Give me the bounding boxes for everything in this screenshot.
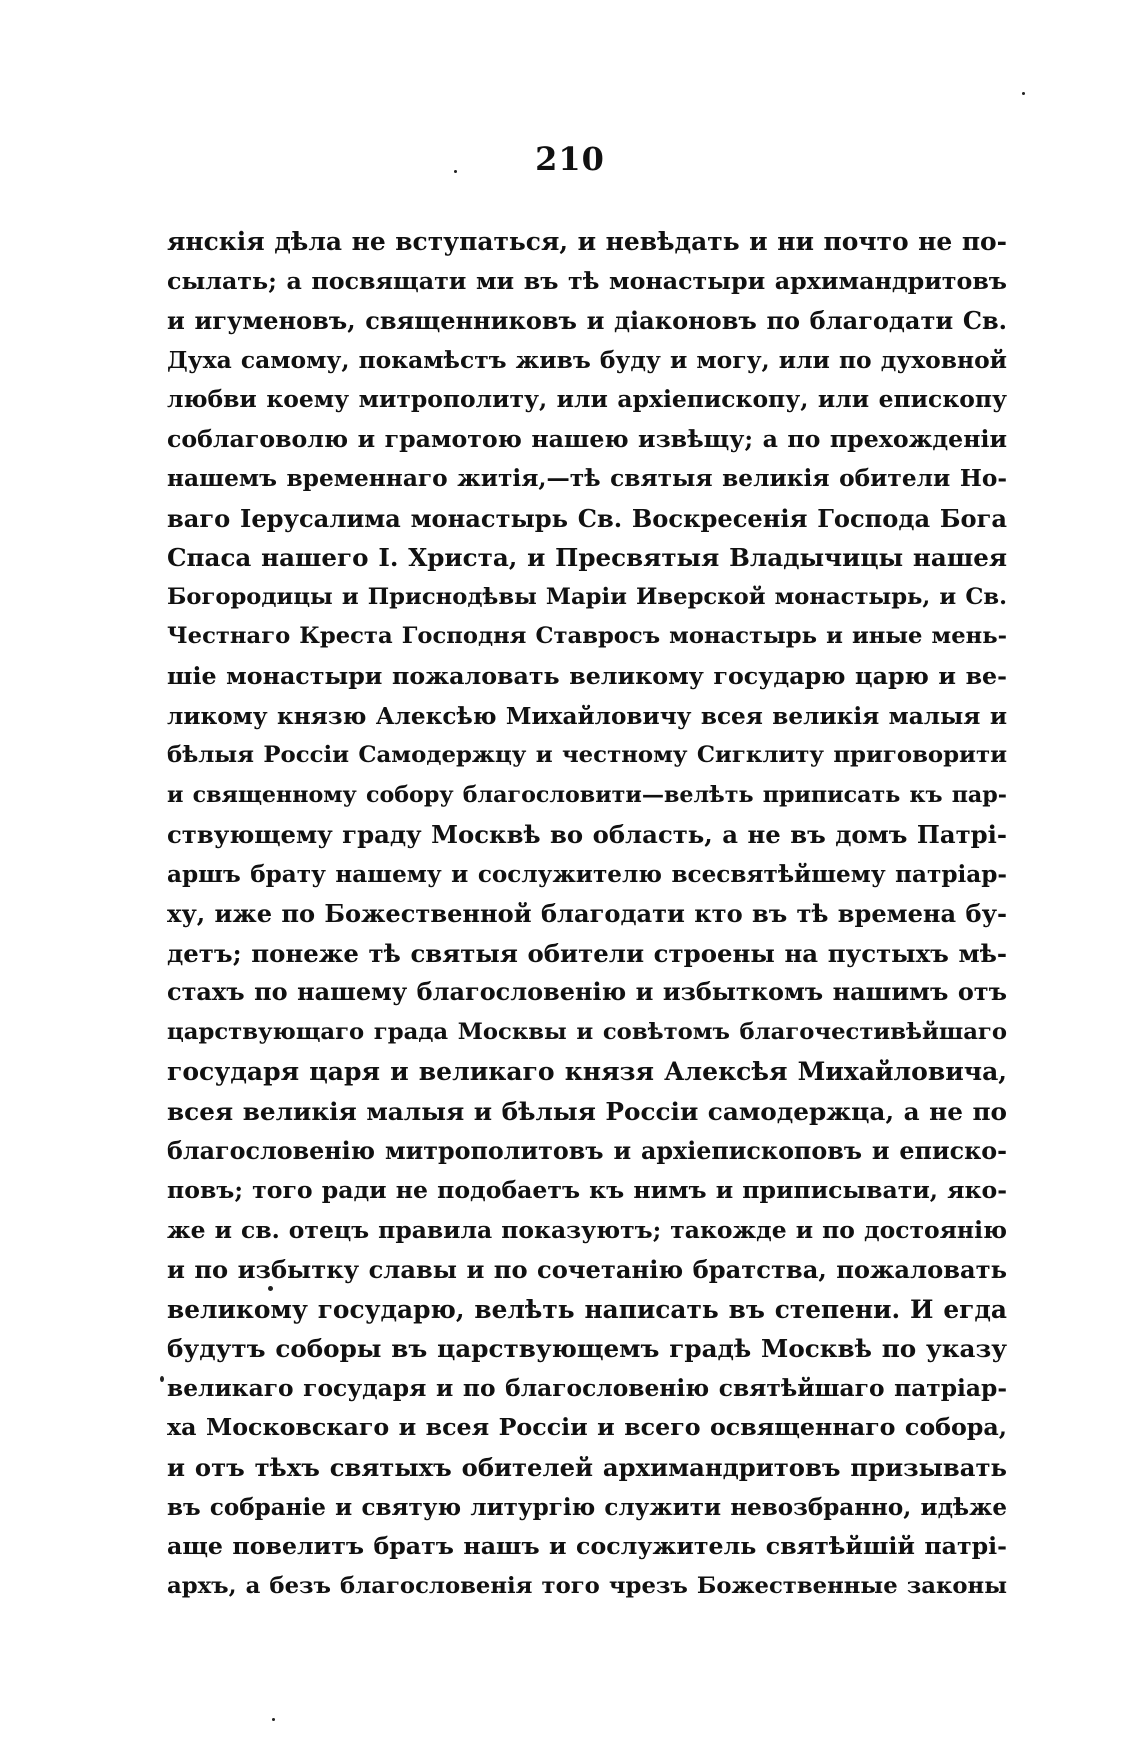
text-line: Честнаго Креста Господня Ставросъ монастырь и иные мень- [167,623,1007,650]
text-line: ваго Іерусалима монастырь Св. Воскресенія Господа Бога [167,503,1007,533]
text-line: великому государю, велѣть написать въ степени. И егда [167,1294,1007,1324]
text-line: аще повелитъ братъ нашъ и сослужитель святѣйшій патрі- [167,1532,1007,1561]
text-line: Богородицы и Приснодѣвы Маріи Иверской монастырь, и Св. [167,583,1007,610]
text-line: бѣлыя Россіи Самодержцу и честному Сигклиту приговорити [167,742,1007,769]
text-line: сылать; а посвящати ми въ тѣ монастыри архимандритовъ [167,266,1007,295]
text-line: ствующему граду Москвѣ во область, а не въ домъ Патрі- [167,820,1007,850]
page-text [167,222,1007,1606]
text-line: ху, иже по Божественной благодати кто въ тѣ времена бу- [167,899,1007,929]
text-line: царствующаго града Москвы и совѣтомъ благочестивѣйшаго [167,1018,1007,1045]
text-line: будутъ соборы въ царствующемъ градѣ Москвѣ по указу [167,1334,1007,1364]
text-line: ликому князю Алексѣю Михайловичу всея великія малыя и [167,702,1007,730]
text-line: государя царя и великаго князя Алексѣя Михайловича, [167,1056,1007,1087]
text-line: аршъ брату нашему и сослужителю всесвятѣйшему патріар- [167,860,1007,888]
text-line: детъ; понеже тѣ святыя обители строены на пустыхъ мѣ- [167,938,1007,968]
text-line: ха Московскаго и всея Россіи и всего освященнаго собора, [167,1413,1007,1442]
text-line: янскія дѣла не вступаться, и невѣдать и ни почто не по- [167,227,1007,256]
print-speck [160,1376,164,1382]
text-line: шіе монастыри пожаловать великому государю царю и ве- [167,662,1007,691]
text-line: Спаса нашего І. Христа, и Пресвятыя Владычицы нашея [167,543,1007,573]
text-line: любви коему митрополиту, или архіепископу, или епископу [167,385,1007,414]
text-line: Духа самому, покамѣстъ живъ буду и могу, или по духовной [167,345,1007,374]
text-line: повъ; того ради не подобаетъ къ нимъ и приписывати, яко- [167,1176,1007,1205]
text-line: всея великія малыя и бѣлыя Россіи самодержца, а не по [167,1097,1007,1127]
text-line: стахъ по нашему благословенію и избыткомъ нашимъ отъ [167,978,1007,1007]
text-line: же и св. отецъ правила показуютъ; такожде и по достоянію [167,1215,1007,1244]
page-number: 210 [535,140,605,178]
text-line: въ собраніе и святую литургію служити невозбранно, идѣже [167,1493,1007,1521]
print-speck [272,1718,275,1721]
text-line: и игуменовъ, священниковъ и діаконовъ по благодати Св. [167,306,1007,336]
text-line: архъ, а безъ благословенія того чрезъ Божественные законы [167,1572,1007,1599]
print-speck [1022,92,1025,95]
text-line: соблаговолю и грамотою нашею извѣщу; а по прехожденіи [167,424,1007,453]
text-line: и священному собору благословити—велѣть приписать къ пар- [167,781,1007,808]
text-line: и по избытку славы и по сочетанію братства, пожаловать [167,1255,1007,1285]
text-line: благословенію митрополитовъ и архіепископовъ и еписко- [167,1136,1007,1165]
text-line: и отъ тѣхъ святыхъ обителей архимандритовъ призывать [167,1452,1007,1482]
text-line: великаго государя и по благословенію святѣйшаго патріар- [167,1374,1007,1402]
print-speck [268,1286,273,1291]
text-line: нашемъ временнаго житія,—тѣ святыя великія обители Но- [167,465,1007,493]
print-speck [454,170,457,173]
